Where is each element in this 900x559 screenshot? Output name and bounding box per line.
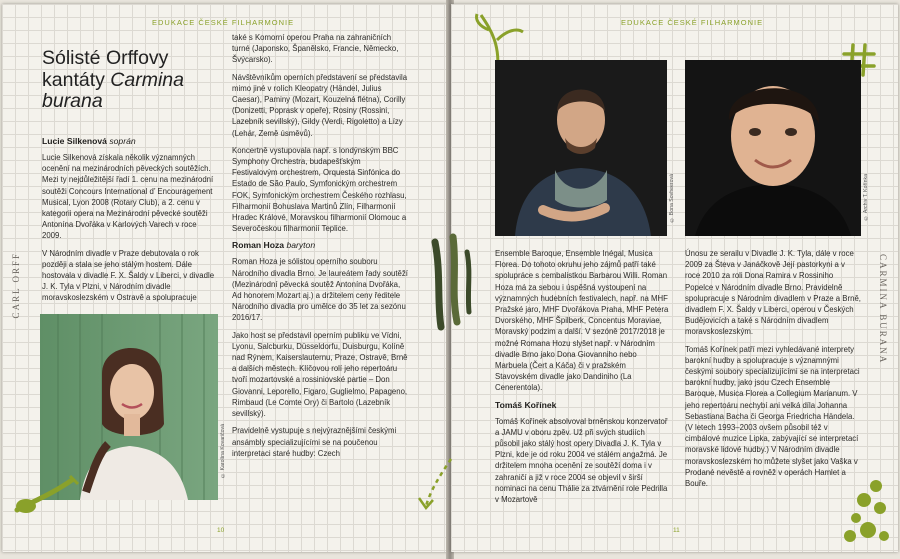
paragraph: Tomáš Kořínek patří mezi vyhledávané interprety barokní hudby a spolupracuje s významnými českými soubory specializujícími se na interpretaci barokní hudby, jako jsou Czech Ensemble Baroque, Musica Florea a Collegium Marianum. V jeho repertoáru nechybí ani velká díla Johanna Sebastiana Bacha či Georga Friedricha Händela. (V letech 1993–2003 ovšem působil též v cimbálové muzice Lipka, zabývající se interpretací moravské lidové hudby.) V Národním divadle moravskoslezském ho můžete slyšet jako Vaška v Prodané nevěstě a rovněž v operách Hamlet a Bouře. (685, 344, 860, 489)
photo-credit-hoza: © Bona Sovheerová (669, 174, 675, 223)
side-label-right: CARMINA BURANA (878, 254, 888, 365)
photo-tomas-korinek (685, 60, 861, 236)
title-line-1: Sólisté Orffovy (42, 47, 169, 69)
paragraph: Jako host se představil operním publiku ve Vídni, Lyonu, Salcburku, Düsseldorfu, Duisburgu, Kolíně nad Rýnem, Kaiserslauternu, Praze, Ostravě, Brně a dalších městech. Klíčovou rolí jeho repertoáru tvoří mozartovské a rossiniovské partie – Don Giovanni, Leporello, Figaro, Guglielmo, Papageno, Rimbaud (Le Comte Ory) či Bartolo (Lazebník sevillský). (232, 330, 408, 419)
left-column-2 (232, 32, 408, 465)
heading-name: Roman Hoza (232, 240, 285, 251)
right-column-2 (685, 248, 861, 495)
photo-roman-hoza (495, 60, 667, 236)
paragraph: také s Komorní operou Praha na zahraničních turné (Japonsko, Španělsko, Francie, Německo, Švýcarsko). (232, 33, 399, 65)
page-header-right: EDUKACE ČESKÉ FILHARMONIE (621, 18, 764, 27)
page-number-right: 11 (673, 527, 680, 534)
left-page (2, 4, 449, 552)
paragraph: Koncertně vystupovala např. s londýnským BBC Symphony Orchestra, budapešťským Festivalovým orchestrem, Orquesta Sinfónica do Estado de São Paulo, Symfonickým orchestrem FOK, Symfonickým orchestrem Českého rozhlasu, Filharmonií Bohuslava Martinů Zlín, Filharmonií Hradec Králové, Moravskou filharmonií Olomouc a Severočeskou filharmonií Teplice. (232, 145, 407, 234)
heading-role: baryton (286, 240, 316, 251)
article-title (42, 48, 220, 113)
paragraph: Únosu ze serailu v Divadle J. K. Tyla, dále v roce 2009 za Števa v Janáčkově Její pastorkyni a v roce 2010 za roli Dona Ramira v Rossiniho Popelce v Národním divadle Brno. Pravidelně spolupracuje s Národním divadlem v Praze a Brně, divadlem F. X. Šaldy v Liberci, operou v Českých Budějovicích a také s Národním divadlem moravskoslezským. (685, 249, 861, 337)
portrait-image (495, 60, 667, 236)
right-page (451, 4, 898, 552)
side-label-left: CARL ORFF (11, 252, 21, 319)
heading-tomas-korinek: Tomáš Kořínek (495, 399, 557, 410)
dashed-arrow-doodle-icon (411, 454, 461, 514)
title-line-2: kantáty (42, 68, 111, 91)
paragraph: Pravidelně vystupuje s nejvýraznějšími českými ansámbly specializujícími se na poučenou interpretaci staré hudby: Czech (232, 426, 397, 458)
photo-credit-korinek: © Archiv T. Kořínka (863, 174, 869, 221)
heading-roman-hoza (232, 240, 408, 251)
paragraph: Ensemble Baroque, Ensemble Inégal, Musica Florea. Do tohoto okruhu jeho zájmů patří také spolupráce s cembalistkou Barbarou Willi. Roman Hoza má za sebou i úspěšná vystoupení na významných hudebních festivalech, např. na MHF Pražské jaro, MHF Dvořákova Praha, MHF Petera Dvorského, MHF Špilberk, Concentus Moraviae, Moravský podzim a další. V sezóně 2017/2018 je možné Romana Hozu slyšet např. v Národním divadle Brno jako Dona Giovanniho nebo Marbuela (Čert a Káča) či v pražském Stavovském divadle jako Dandiniho (La Cenerentola). (495, 249, 669, 393)
photo-credit-lucie: © Karolína Kovaričová (220, 424, 226, 478)
heading-role: soprán (109, 136, 136, 146)
right-column-1 (495, 248, 669, 511)
trumpet-doodle-icon (12, 472, 82, 522)
paragraph: Roman Hoza je sólistou operního souboru Národního divadla Brno. Je laureátem řady soutěží (Mezinárodní pěvecká soutěž Antonína Dvořáka, Ad honorem Mozart aj.) a držitelem ceny ředitele Národního divadla pro umělce do 35 let za sezónu 2016/17. (232, 257, 408, 323)
paragraph: Tomáš Kořínek absolvoval brněnskou konzervatoř a JAMU v oboru zpěv. Už při svých studiích působil jako stálý host opery Divadla J. K. Tyla v Plzni, kde je od roku 2004 ve stálém angažmá. Je držitelem mnoha ocenění ze soutěží doma i v zahraničí a již v roce 2004 se objevil v širší nominaci na cenu Thálie za ztvárnění role Pedrilla v Mozartově (495, 416, 668, 505)
left-column-1 (42, 132, 218, 310)
title-italic-1: Carmina (110, 68, 184, 91)
page-header-left: EDUKACE ČESKÉ FILHARMONIE (152, 18, 295, 27)
paragraph: V Národním divadle v Praze debutovala o rok později a stala se jeho stálým hostem. Dále hostovala v divadle F. X. Šaldy v Liberci, v divadle J. K. Tyla v Plzni, v Národním divadle moravskoslezském v Ostravě a spolupracuje (42, 248, 215, 303)
paragraph: Návštěvníkům operních představení se představila mimo jiné v rolích Kleopatry (Händel, Julius Caesar), Paminy (Mozart, Kouzelná flétna), Corilly (Donizetti, Poprask v opeře), Rosiny (Rossini, Lazebník sevillský), Gildy (Verdi, Rigoletto) a Lízy (Lehár, Země úsměvů). (232, 72, 408, 138)
title-italic-2: burana (42, 90, 103, 112)
heading-name: Lucie Silkenová (42, 136, 107, 146)
paragraph: Lucie Silkenová získala několik významných ocenění na mezinárodních pěveckých soutěžích. Mezi ty nejdůležitější řadí 1. cenu na mezinárodní soutěži Concours International d’ Encouragement Musical, Lyon 2008 (Rotary Club), a 2. cenu v kategorii opera na Mezinárodní pěvecké soutěži Antonína Dvořáka v Karlových Varech v roce 2009. (42, 153, 214, 241)
brushstroke-doodle-icon (427, 232, 477, 332)
page-number-left: 10 (217, 527, 225, 534)
heading-lucie-silkenova (42, 136, 218, 147)
portrait-image (685, 60, 861, 236)
